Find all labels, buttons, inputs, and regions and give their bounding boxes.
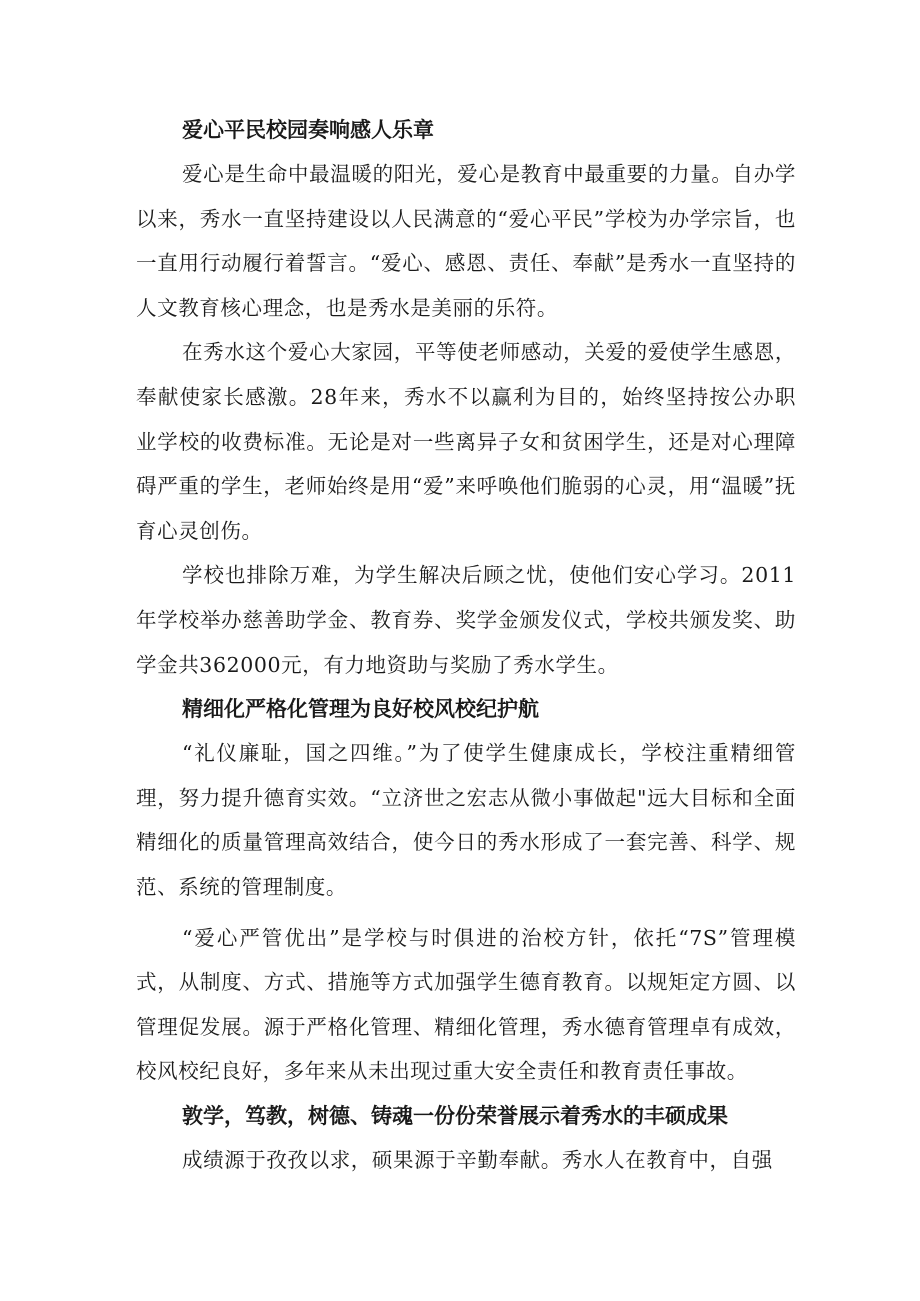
section-heading: 敦学，笃教，树德、铸魂一份份荣誉展示着秀水的丰硕成果 bbox=[182, 1103, 728, 1128]
article-body bbox=[136, 108, 796, 1182]
paragraph: “礼仪廉耻，国之四维。”为了使学生健康成长，学校注重精细管理，努力提升德育实效。“立济世之宏志从微小事做起"远大目标和全面精细化的质量管理高效结合，使今日的秀水形成了一套完善、科学、规范、系统的管理制度。 bbox=[136, 741, 796, 899]
section-love bbox=[136, 108, 796, 687]
paragraph: 在秀水这个爱心大家园，平等使老师感动，关爱的爱使学生感恩，奉献使家长感激。28年来，秀水不以赢利为目的，始终坚持按公办职业学校的收费标准。无论是对一些离异子女和贫困学生，还是对心理障碍严重的学生，老师始终是用“爱”来呼唤他们脆弱的心灵，用“温暖”抚育心灵创伤。 bbox=[136, 340, 796, 543]
paragraph: “爱心严管优出”是学校与时俱进的治校方针，依托“7S”管理模式，从制度、方式、措施等方式加强学生德育教育。以规矩定方圆、以管理促发展。源于严格化管理、精细化管理，秀水德育管理卓有成效，校风校纪良好，多年来从未出现过重大安全责任和教育责任事故。 bbox=[136, 925, 796, 1084]
paragraph: 成绩源于孜孜以求，硕果源于辛勤奉献。秀水人在教育中，自强 bbox=[182, 1147, 773, 1172]
paragraph: 爱心是生命中最温暖的阳光，爱心是教育中最重要的力量。自办学以来，秀水一直坚持建设以人民满意的“爱心平民”学校为办学宗旨，也一直用行动履行着誓言。“爱心、感恩、责任、奉献”是秀水一直坚持的人文教育核心理念，也是秀水是美丽的乐符。 bbox=[136, 162, 796, 320]
section-achievements bbox=[136, 1094, 796, 1183]
section-management bbox=[136, 687, 796, 1094]
paragraph: 学校也排除万难，为学生解决后顾之忧，使他们安心学习。2011年学校举办慈善助学金、教育券、奖学金颁发仪式，学校共颁发奖、助学金共362000元，有力地资助与奖励了秀水学生。 bbox=[136, 563, 796, 677]
section-heading: 爱心平民校园奏响感人乐章 bbox=[182, 118, 434, 142]
section-heading: 精细化严格化管理为良好校风校纪护航 bbox=[182, 697, 539, 722]
